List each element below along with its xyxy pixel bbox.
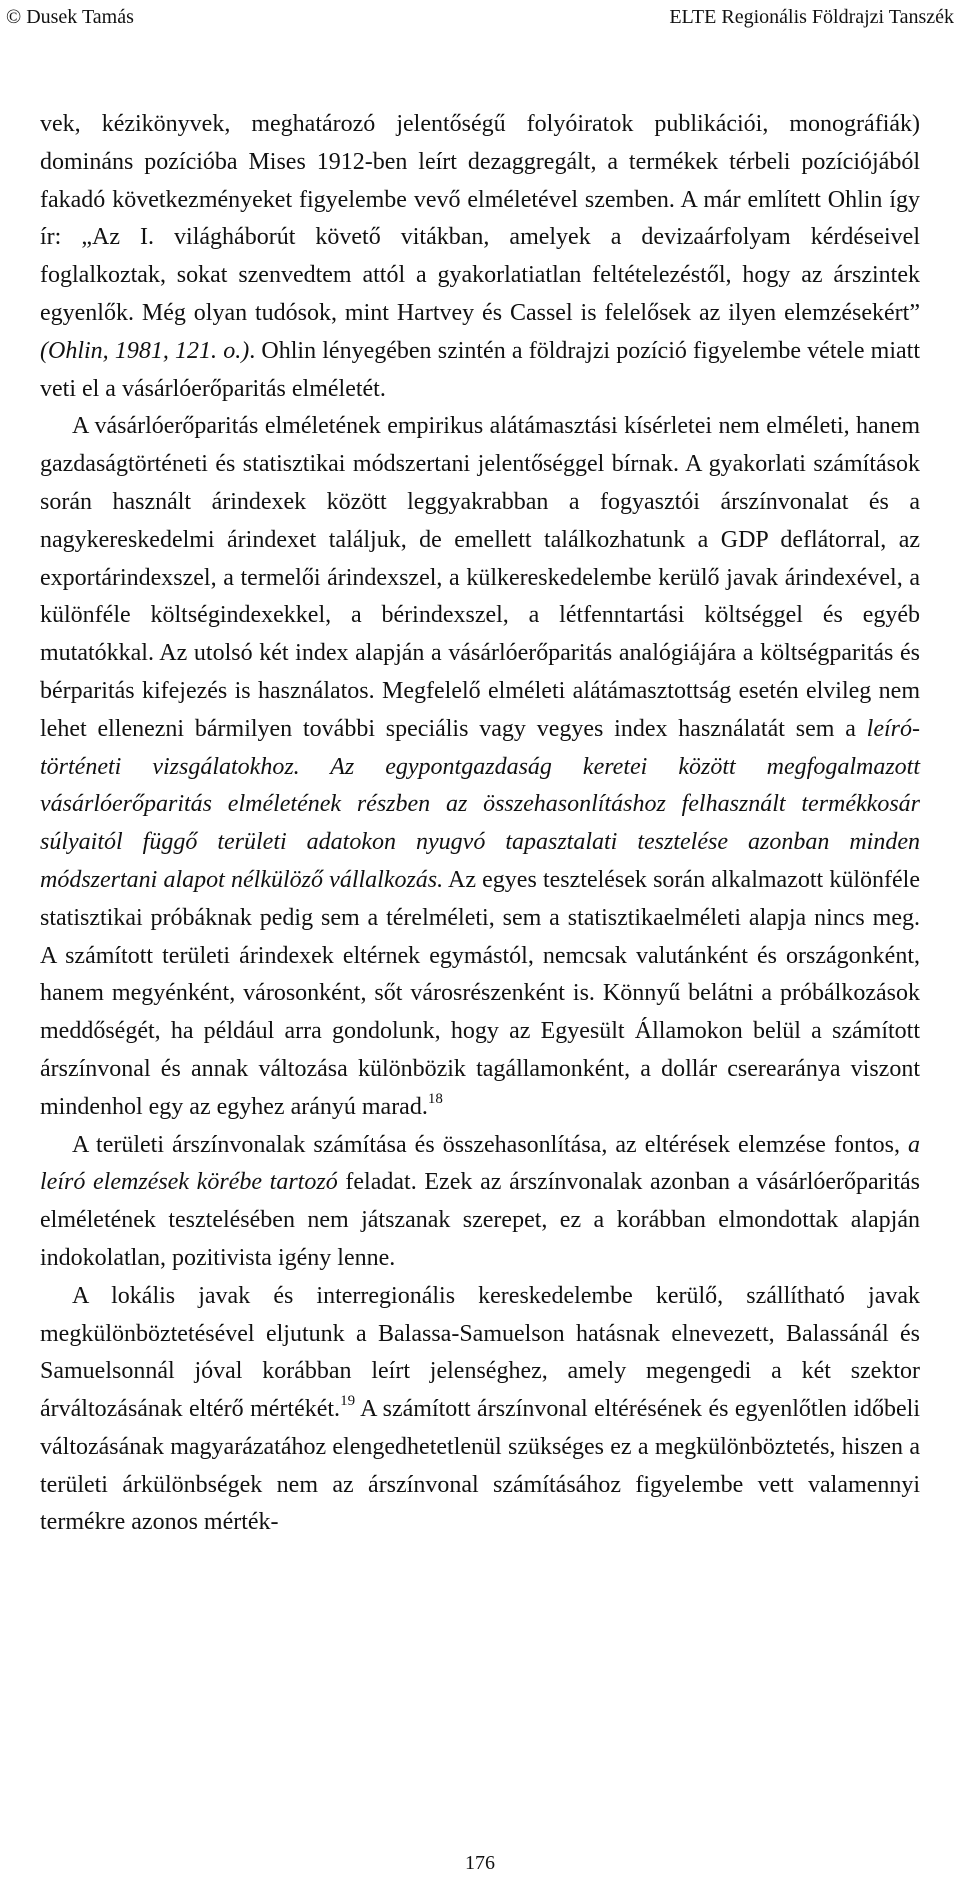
- text-run: feladat. Ezek az árszínvonalak azonban a vásárlóerőparitás elméletének tesztelésében nem játszanak szerepet, ez a korábban elmondottak alapján indokolatlan, pozitivista igény lenne.: [40, 1169, 920, 1271]
- footnote-reference: 18: [427, 1090, 443, 1107]
- body-text: [40, 106, 920, 1542]
- text-run: A számított árszínvonal eltérésének és egyenlőtlen időbeli változásának magyarázatához elengedhetetlenül szükséges ez a megkülönböztetés, hiszen a területi árkülönbségek nem az árszínvonal számításához figyelembe vett valamennyi termékre azonos mérték-: [40, 1396, 920, 1536]
- paragraph: [40, 408, 920, 1126]
- italic-text: a leíró elemzések körébe tartozó: [40, 1131, 920, 1196]
- page-header: [0, 0, 960, 40]
- paragraph: [40, 1127, 920, 1278]
- header-author: © Dusek Tamás: [6, 6, 134, 28]
- text-run: . Ohlin lényegében szintén a földrajzi pozíció figyelembe vétele miatt veti el a vásárlóerőparitás elméletét.: [40, 337, 920, 402]
- text-run: A vásárlóerőparitás elméletének empirikus alátámasztási kísérletei nem elméleti, hanem gazdaságtörténeti és statisztikai módszertani jelentőséggel bírnak. A gyakorlati számítások során használt árindexek között leggyakrabban a fogyasztói árszínvonalat és a nagykereskedelmi árindexet találjuk, de emellett találkozhatunk a GDP deflátorral, az exportárindexszel, a termelői árindexszel, a külkereskedelembe kerülő javak árindexével, a különféle költségindexekkel, a bérindexszel, a létfenntartási költséggel és egyéb mutatókkal. Az utolsó két index alapján a vásárlóerőparitás analógiájára a költségparitás és bérparitás kifejezés is használatos. Megfelelő elméleti alátámasztottság esetén elvileg nem lehet ellenezni bármilyen további speciális vagy vegyes index használatát sem a: [40, 413, 920, 742]
- paragraph: [40, 1278, 920, 1543]
- header-institution: ELTE Regionális Földrajzi Tanszék: [669, 6, 954, 28]
- italic-text: leíró-történeti vizsgálatokhoz. Az egypontgazdaság keretei között megfogalmazott vásárlóerőparitás elméletének részben az összehasonlításhoz felhasznált termékkosár súlyaitól függő területi adatokon nyugvó tapasztalati tesztelése azonban minden módszertani alapot nélkülöző vállalkozás.: [40, 715, 920, 893]
- page-number: 176: [465, 1852, 495, 1874]
- paragraph: [40, 106, 920, 408]
- text-run: A lokális javak és interregionális kereskedelembe kerülő, szállítható javak megkülönböztetésével eljutunk a Balassa-Samuelson hatásnak elnevezett, Balassánál és Samuelsonnál jóval korábban leírt jelenséghez, amely megengedi a két szektor árváltozásának eltérő mértékét.: [40, 1282, 920, 1423]
- footnote-reference: 19: [340, 1393, 356, 1410]
- italic-text: (Ohlin, 1981, 121. o.): [40, 337, 250, 364]
- text-run: vek, kézikönyvek, meghatározó jelentőségű folyóiratok publikációi, monográfiák) domináns pozícióba Mises 1912-ben leírt dezaggregált, a termékek térbeli pozíciójából fakadó következményeket figyelembe vevő elméletével szemben. A már említett Ohlin így ír: „Az I. világháborút követő vitákban, amelyek a devizaárfolyam kérdéseivel foglalkoztak, sokat szenvedtem attól a gyakorlatiatlan feltételezéstől, hogy az árszintek egyenlők. Még olyan tudósok, mint Hartvey és Cassel is felelősek az ilyen elemzésekért”: [40, 111, 920, 326]
- text-run: Az egyes tesztelések során alkalmazott különféle statisztikai próbáknak pedig sem a térelméleti, sem a statisztikaelméleti alapja nincs meg. A számított területi árindexek eltérnek egymástól, nemcsak valutánként és országonként, hanem megyénként, városonként, sőt városrészenként is. Könnyű belátni a próbálkozások meddőségét, ha például arra gondolunk, hogy az Egyesült Államokon belül a számított árszínvonal és annak változása különbözik tagállamonként, a dollár cserearánya viszont mindenhol egy az egyhez arányú marad.: [40, 866, 920, 1120]
- text-run: A területi árszínvonalak számítása és összehasonlítása, az eltérések elemzése fontos,: [72, 1131, 908, 1158]
